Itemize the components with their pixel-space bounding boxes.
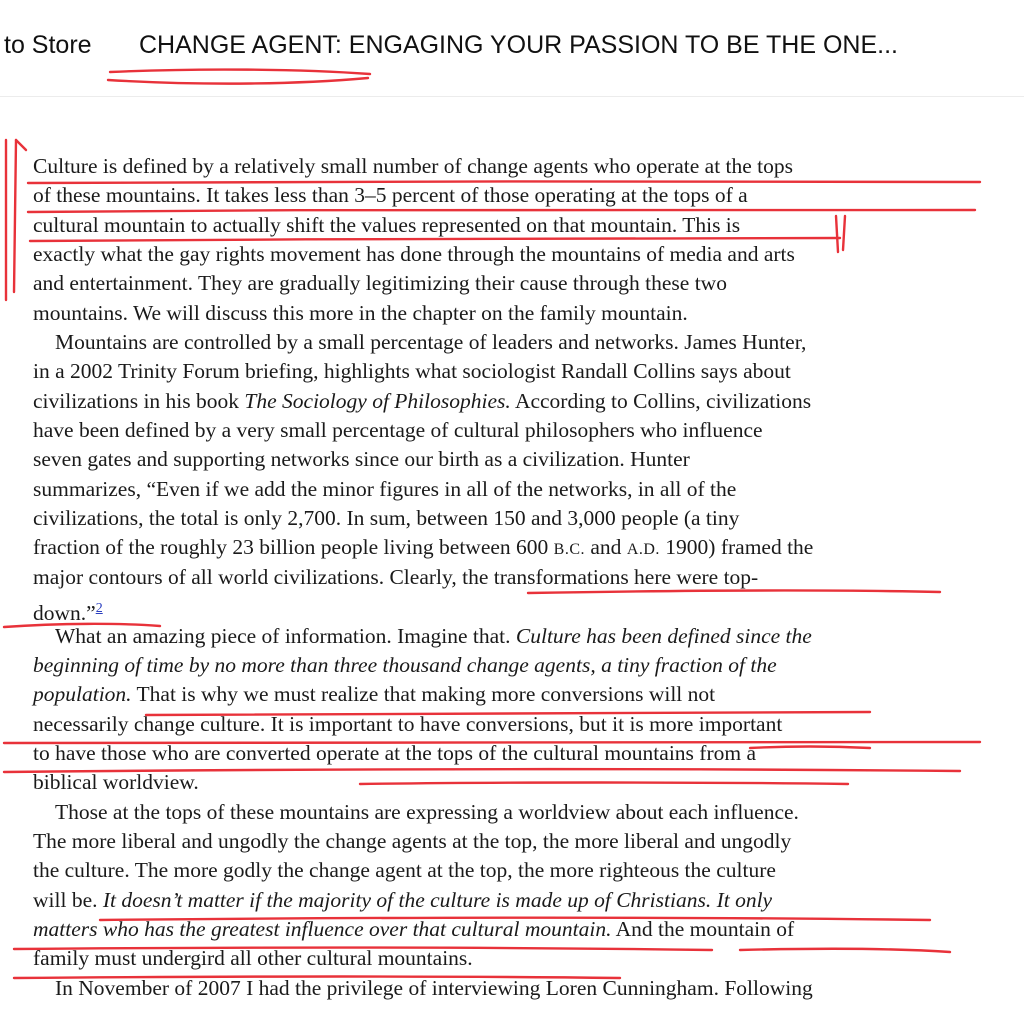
text-line-1: Culture is defined by a relatively small number of change agents who operate at the tops: [33, 154, 794, 178]
italic-span: population.: [33, 682, 132, 707]
text-line-20: necessarily change culture. It is important to have conversions, but it is more important: [33, 711, 783, 736]
footnote-link[interactable]: 2: [95, 601, 103, 617]
small-caps-bc: B.C.: [553, 541, 586, 559]
text-line-10: have been defined by a very small percentage of cultural philosophers who influence: [33, 418, 763, 443]
text-line-24: The more liberal and ungodly the change agents at the top, the more liberal and ungodly: [33, 828, 792, 853]
text-line-12: summarizes, “Even if we add the minor figures in all of the networks, in all of the: [33, 476, 737, 501]
text-line-14: [33, 533, 993, 562]
text-line-25: the culture. The more godly the change agent at the top, the more righteous the culture: [33, 858, 776, 883]
text-line-17: [33, 622, 993, 651]
text-line-5: and entertainment. They are gradually legitimizing their cause through these two: [33, 271, 727, 296]
text-line-28: family must undergird all other cultural mountains.: [33, 946, 473, 971]
text-span: And the mountain of: [611, 916, 795, 941]
text-line-2: of these mountains. It takes less than 3–5 percent of those operating at the tops of a: [33, 183, 748, 208]
text-span: down.”: [33, 601, 96, 626]
margin-bracket: [14, 140, 16, 292]
italic-span: It doesn’t matter if the majority of the culture is made up of Christians. It only: [102, 887, 773, 912]
italic-span: Culture has been defined since the: [515, 623, 812, 648]
italic-span: beginning of time by no more than three thousand change agents, a tiny fraction of the: [33, 652, 777, 677]
text-span: That is why we must realize that making more conversions will not: [131, 682, 716, 707]
margin-bracket: [16, 140, 26, 150]
text-line-9: [33, 387, 993, 416]
text-line-6: mountains. We will discuss this more in the chapter on the family mountain.: [33, 300, 688, 325]
book-title-italic: The Sociology of Philosophies.: [244, 388, 511, 413]
text-span: According to Collins, civilizations: [510, 388, 812, 413]
text-line-4: exactly what the gay rights movement has done through the mountains of media and arts: [33, 242, 795, 267]
text-line-22: biblical worldview.: [33, 770, 199, 795]
italic-span: matters who has the greatest influence over that cultural mountain.: [33, 916, 612, 941]
text-line-7: Mountains are controlled by a small percentage of leaders and networks. James Hunter,: [55, 330, 807, 355]
back-to-store-button[interactable]: to Store: [4, 31, 92, 59]
text-line-18: [33, 651, 993, 680]
text-line-26: [33, 886, 993, 915]
text-span: and: [585, 535, 627, 560]
text-line-29: In November of 2007 I had the privilege of interviewing Loren Cunningham. Following: [55, 975, 813, 1000]
text-span: will be.: [33, 887, 103, 912]
page-text: [33, 152, 993, 1003]
text-line-8: in a 2002 Trinity Forum briefing, highlights what sociologist Randall Collins says about: [33, 359, 791, 384]
text-line-16: [33, 592, 993, 626]
text-line-11: seven gates and supporting networks since our birth as a civilization. Hunter: [33, 447, 690, 472]
text-line-23: Those at the tops of these mountains are expressing a worldview about each influence.: [55, 799, 799, 824]
reader-header: [0, 0, 1024, 97]
text-span: What an amazing piece of information. Imagine that.: [55, 623, 516, 648]
text-line-19: [33, 680, 993, 709]
small-caps-ad: A.D.: [626, 541, 660, 559]
text-line-3: cultural mountain to actually shift the values represented on that mountain. This is: [33, 212, 741, 237]
text-line-27: [33, 915, 993, 944]
text-span: 1900) framed the: [659, 535, 814, 560]
text-line-15: major contours of all world civilizations. Clearly, the transformations here were top-: [33, 564, 759, 589]
text-span: civilizations in his book: [33, 388, 245, 413]
text-span: fraction of the roughly 23 billion people living between 600: [33, 535, 554, 560]
book-title: CHANGE AGENT: ENGAGING YOUR PASSION TO BE THE ONE...: [139, 31, 898, 59]
text-line-21: to have those who are converted operate at the tops of the cultural mountains from a: [33, 740, 756, 765]
text-line-13: civilizations, the total is only 2,700. In sum, between 150 and 3,000 people (a tiny: [33, 506, 740, 531]
